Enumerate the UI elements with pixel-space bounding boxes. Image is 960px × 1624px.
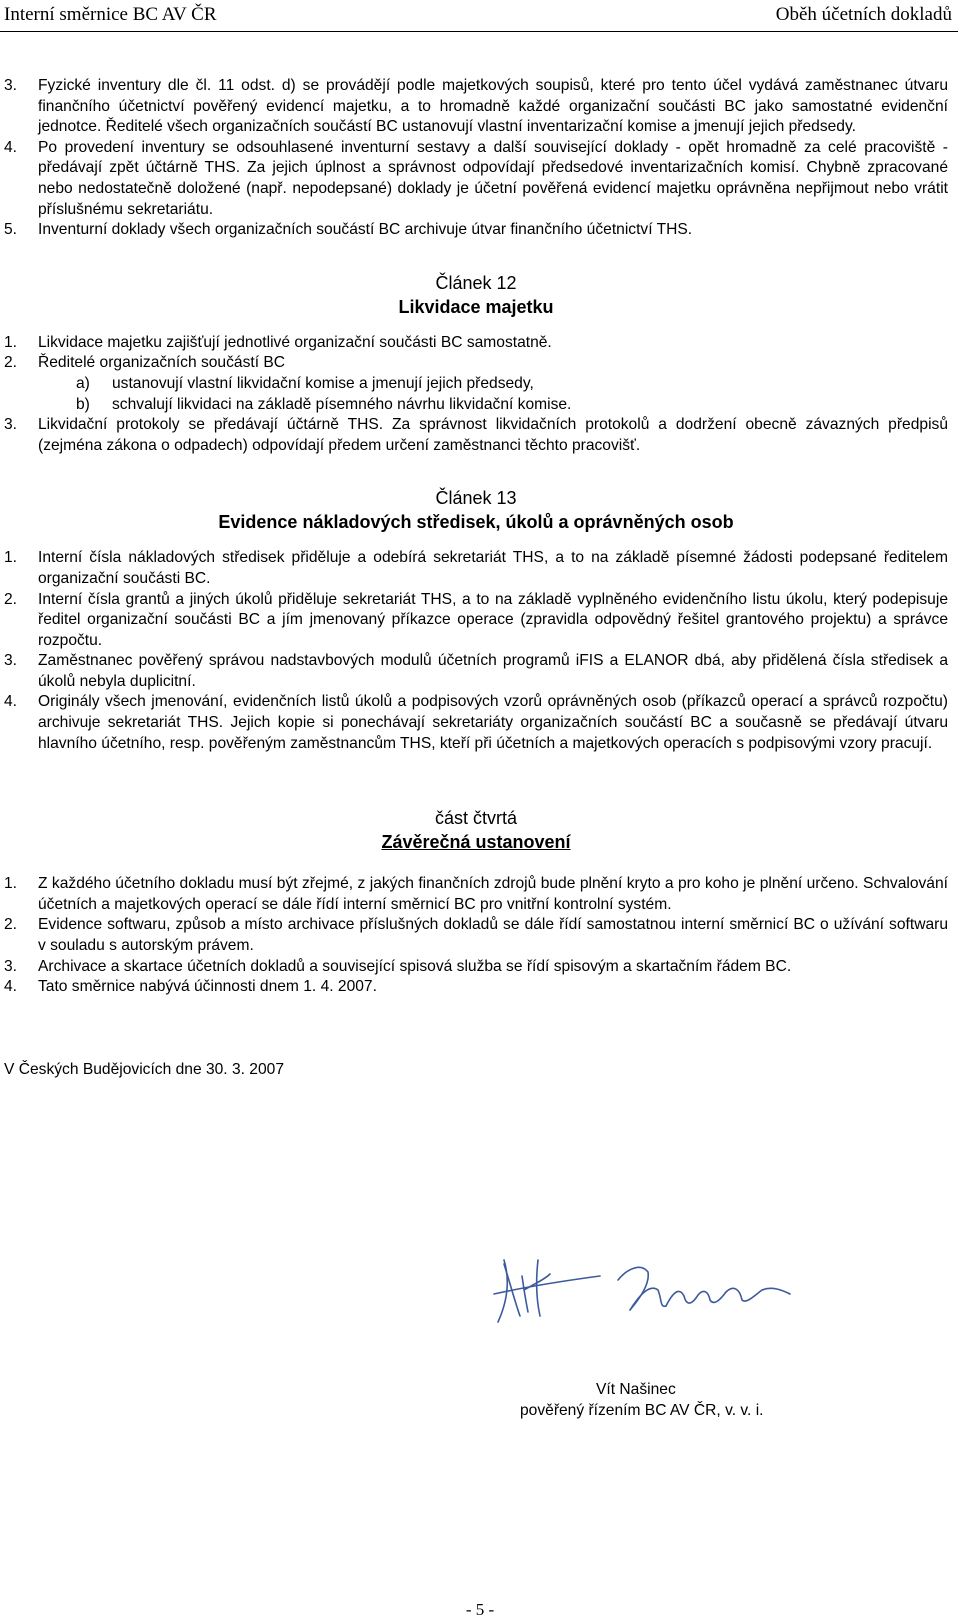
header-divider	[0, 31, 958, 32]
handwritten-signature-image	[490, 1250, 800, 1330]
final-provisions-list	[4, 874, 948, 998]
item-text: Archivace a skartace účetních dokladů a související spisová služba se řídí spisovým a skartačním řádem BC.	[38, 957, 792, 975]
document-body	[4, 76, 948, 1080]
item-text: Po provedení inventury se odsouhlasené inventurní sestavy a další související doklady - opět hromadně za celé pracoviště - předávají zpět účtárně THS. Za jejich úplnost a správnost odpovídají předsedové inventarizačních komisí. Chybně zpracované nebo nedostatečně doložené (např. nepodepsané) doklady je účetní pověřená evidencí majetku oprávněna nepřijmout nebo vrátit příslušnému sekretariátu.	[38, 138, 948, 218]
item-text: Likvidační protokoly se předávají účtárně THS. Za správnost likvidačních protokolů a dodržení obecně závazných předpisů (zejména zákona o odpadech) odpovídají předem určení zaměstnanci těchto pracovišť.	[38, 416, 948, 454]
signer-role: pověřený řízením BC AV ČR, v. v. i.	[520, 1401, 764, 1419]
item-number: 4.	[4, 693, 18, 711]
item-number: 3.	[4, 957, 18, 975]
part-4-number: část čtvrtá	[434, 808, 518, 829]
article-13-title: Evidence nákladových středisek, úkolů a oprávněných osob	[218, 512, 734, 533]
list-item	[4, 651, 948, 692]
item-text: Tato směrnice nabývá účinnosti dnem 1. 4. 2007.	[38, 978, 377, 996]
signature-stroke	[630, 1288, 666, 1310]
item-text: Z každého účetního dokladu musí být zřejmé, z jakých finančních zdrojů bude plnění kryto a pro koho je plnění určeno. Schvalování účetních a majetkových operací se dále řídí interní směrnicí BC pro vnitřní kontrolní systém.	[38, 875, 948, 913]
item-text: Interní čísla nákladových středisek přiděluje a odebírá sekretariát THS, a to na základě písemné žádosti podepsané ředitelem organizační součásti BC.	[38, 549, 948, 587]
item-number: 2.	[4, 590, 18, 608]
list-item	[4, 590, 948, 652]
article-12-number: Článek 12	[435, 272, 517, 293]
item-number: 3.	[4, 77, 18, 94]
intro-list	[4, 76, 948, 241]
signature-stroke	[666, 1291, 696, 1306]
list-item	[4, 76, 948, 138]
item-text: Zaměstnanec pověřený správou nadstavbových modulů účetních programů iFIS a ELANOR dbá, aby přidělená čísla středisek a úkolů nebyla duplicitní.	[38, 652, 948, 690]
signature-stroke	[522, 1276, 528, 1312]
sub-item-text: ustanovují vlastní likvidační komise a jmenují jejich předsedy,	[112, 374, 534, 392]
item-number: 3.	[4, 652, 18, 670]
article-12-list	[4, 333, 948, 457]
list-item	[4, 138, 948, 220]
sub-list-item	[4, 395, 948, 416]
list-item	[4, 333, 948, 354]
sub-item-letter: a)	[76, 374, 90, 392]
item-text: Ředitelé organizačních součástí BC	[38, 354, 286, 372]
item-number: 1.	[4, 333, 18, 351]
list-item	[4, 353, 948, 374]
item-number: 5.	[4, 221, 18, 239]
list-item	[4, 915, 948, 956]
item-number: 4.	[4, 138, 18, 156]
article-13-list	[4, 548, 948, 754]
item-number: 2.	[4, 354, 18, 372]
item-text: Likvidace majetku zajišťují jednotlivé organizační součásti BC samostatně.	[38, 333, 552, 351]
item-text: Interní čísla grantů a jiných úkolů přiděluje sekretariát THS, a to na základě vyplněného evidenčního listu úkolu, který podepisuje ředitel organizační součásti BC a jím jmenovaný příkazce operace (zpravidla odpovědný řešitel grantového projektu) a správce rozpočtu.	[38, 590, 948, 649]
page-number: - 5 -	[465, 1600, 495, 1619]
sub-item-text: schvalují likvidaci na základě písemného návrhu likvidační komise.	[112, 395, 572, 413]
list-item	[4, 415, 948, 456]
list-item	[4, 692, 948, 754]
signature-strokes	[494, 1260, 790, 1322]
sub-item-letter: b)	[76, 395, 90, 413]
page-header	[0, 0, 960, 34]
signature-stroke	[696, 1291, 726, 1302]
place-and-date: V Českých Budějovicích dne 30. 3. 2007	[4, 1060, 284, 1078]
item-number: 3.	[4, 416, 18, 434]
list-item	[4, 220, 948, 241]
part-4-title: Závěrečná ustanovení	[381, 832, 571, 853]
item-number: 1.	[4, 549, 18, 567]
item-text: Inventurní doklady všech organizačních součástí BC archivuje útvar finančního účetnictví THS.	[38, 221, 693, 239]
article-13-number: Článek 13	[435, 488, 517, 509]
item-text: Originály všech jmenování, evidenčních listů úkolů a podpisových vzorů oprávněných osob (příkazců operací a správců rozpočtu) archivuje sekretariát THS. Jejich kopie si ponechávají sekretariáty organizačních součástí BC a současně se předávají útvaru hlavního účetního, resp. pověřeným zaměstnancům THS, kteří při účetních a majetkových operacích s podpisovými vzory pracují.	[38, 693, 948, 752]
sub-list-item	[4, 374, 948, 395]
signer-block	[520, 1380, 850, 1421]
signature-stroke	[726, 1288, 790, 1301]
item-text: Fyzické inventury dle čl. 11 odst. d) se provádějí podle majetkových soupisů, které pro tento účel vydává zaměstnanec útvaru finančního účetnictví pověřený evidencí majetku, a to hromadně každé organizační součásti BC jako samostatné evidenční jednotce. Ředitelé všech organizačních součástí BC ustanovují vlastní inventarizační komise a jmenují jejich předsedy.	[38, 77, 948, 136]
item-number: 4.	[4, 978, 18, 996]
list-item	[4, 548, 948, 589]
header-section-title: Oběh účetních dokladů	[775, 4, 952, 25]
item-number: 2.	[4, 916, 18, 934]
item-text: Evidence softwaru, způsob a místo archivace příslušných dokladů se dále řídí samostatnou interní směrnicí BC o užívání softwaru v souladu s autorským právem.	[38, 916, 948, 955]
list-item	[4, 874, 948, 915]
list-item	[4, 957, 948, 978]
signer-name: Vít Našinec	[596, 1381, 676, 1398]
signature-stroke	[618, 1267, 648, 1310]
signature-stroke	[537, 1260, 540, 1316]
item-number: 1.	[4, 875, 18, 893]
list-item	[4, 977, 948, 998]
header-document-title: Interní směrnice BC AV ČR	[4, 4, 217, 25]
article-12-title: Likvidace majetku	[398, 296, 554, 317]
